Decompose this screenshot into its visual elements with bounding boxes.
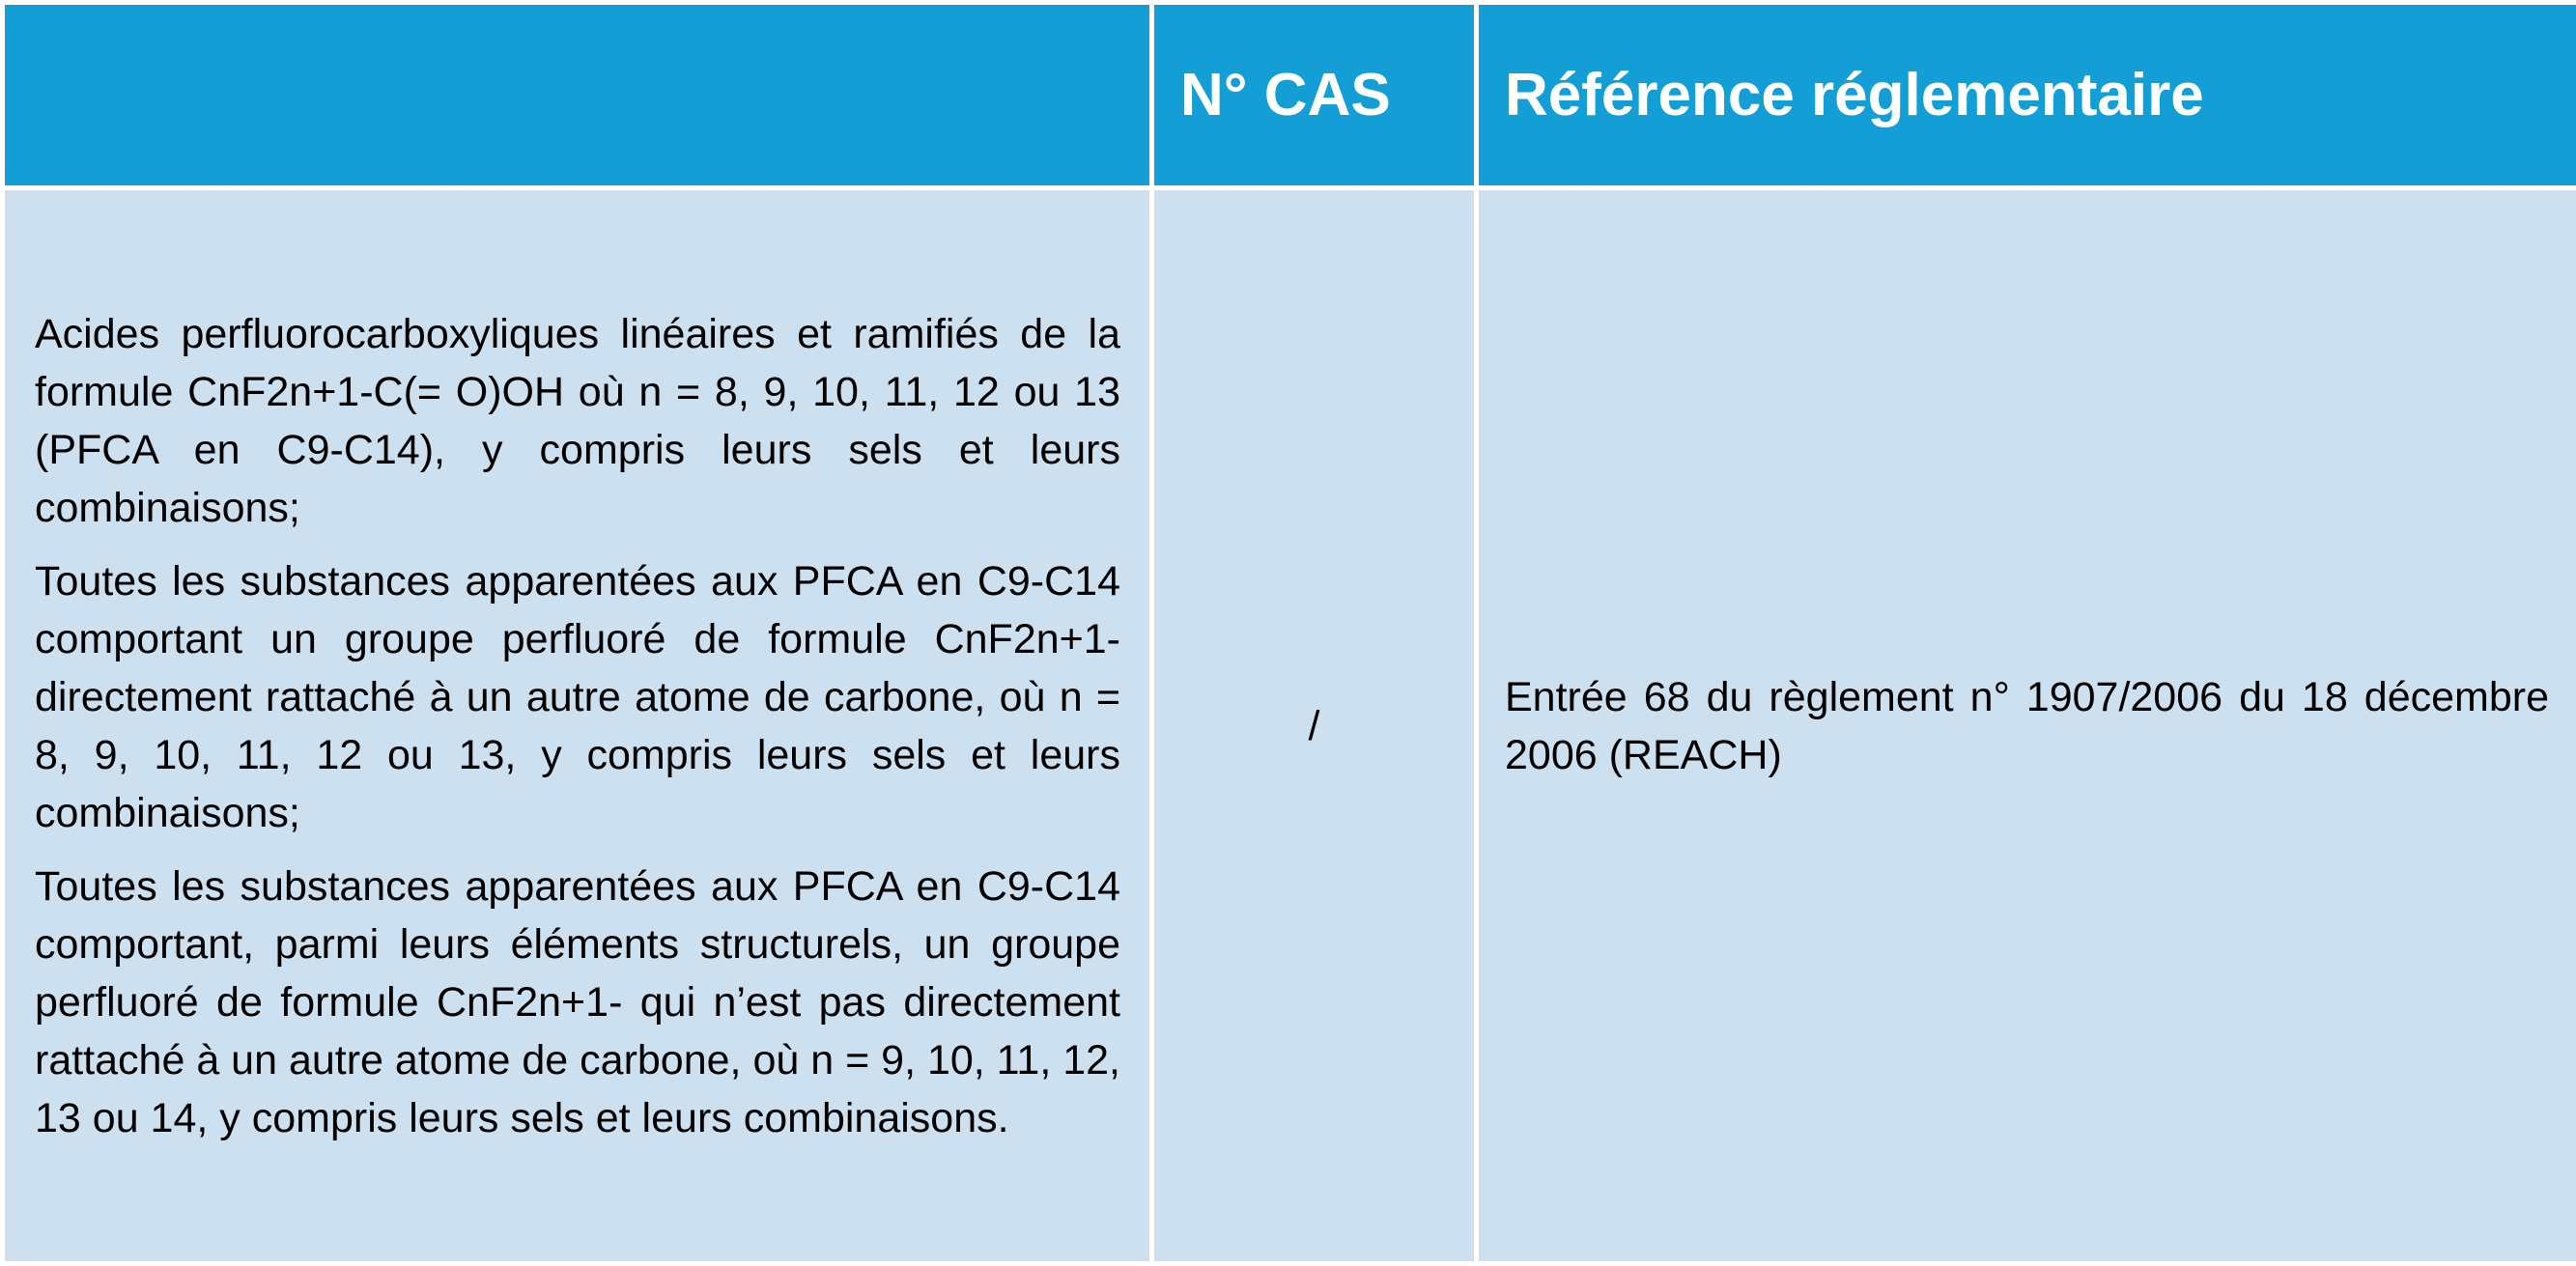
header-regulatory-reference: Référence réglementaire	[1477, 3, 2576, 188]
header-cas-number: N° CAS	[1152, 3, 1477, 188]
substance-paragraph-2: Toutes les substances apparentées aux PFCA en C9-C14 comportant un groupe perfluoré de formule CnF2n+1- directement rattaché à un autre atome de carbone, où n = 8, 9, 10, 11, 12 ou 13, y compris leurs sels et leurs combinaisons;	[35, 552, 1120, 842]
regulatory-reference-cell: Entrée 68 du règlement n° 1907/2006 du 18 décembre 2006 (REACH)	[1477, 188, 2576, 1264]
header-substance	[3, 3, 1152, 188]
substance-paragraph-3: Toutes les substances apparentées aux PFCA en C9-C14 comportant, parmi leurs éléments structurels, un groupe perfluoré de formule CnF2n+1- qui n’est pas directement rattaché à un autre atome de carbone, où n = 9, 10, 11, 12, 13 ou 14, y compris leurs sels et leurs combinaisons.	[35, 858, 1120, 1147]
table-header-row	[3, 3, 2576, 188]
substance-description-cell	[3, 188, 1152, 1264]
table-row	[3, 188, 2576, 1264]
cas-number-cell: /	[1152, 188, 1477, 1264]
substance-paragraph-1: Acides perfluorocarboxyliques linéaires et ramifiés de la formule CnF2n+1-C(= O)OH où n = 8, 9, 10, 11, 12 ou 13 (PFCA en C9-C14), y compris leurs sels et leurs combinaisons;	[35, 305, 1120, 537]
